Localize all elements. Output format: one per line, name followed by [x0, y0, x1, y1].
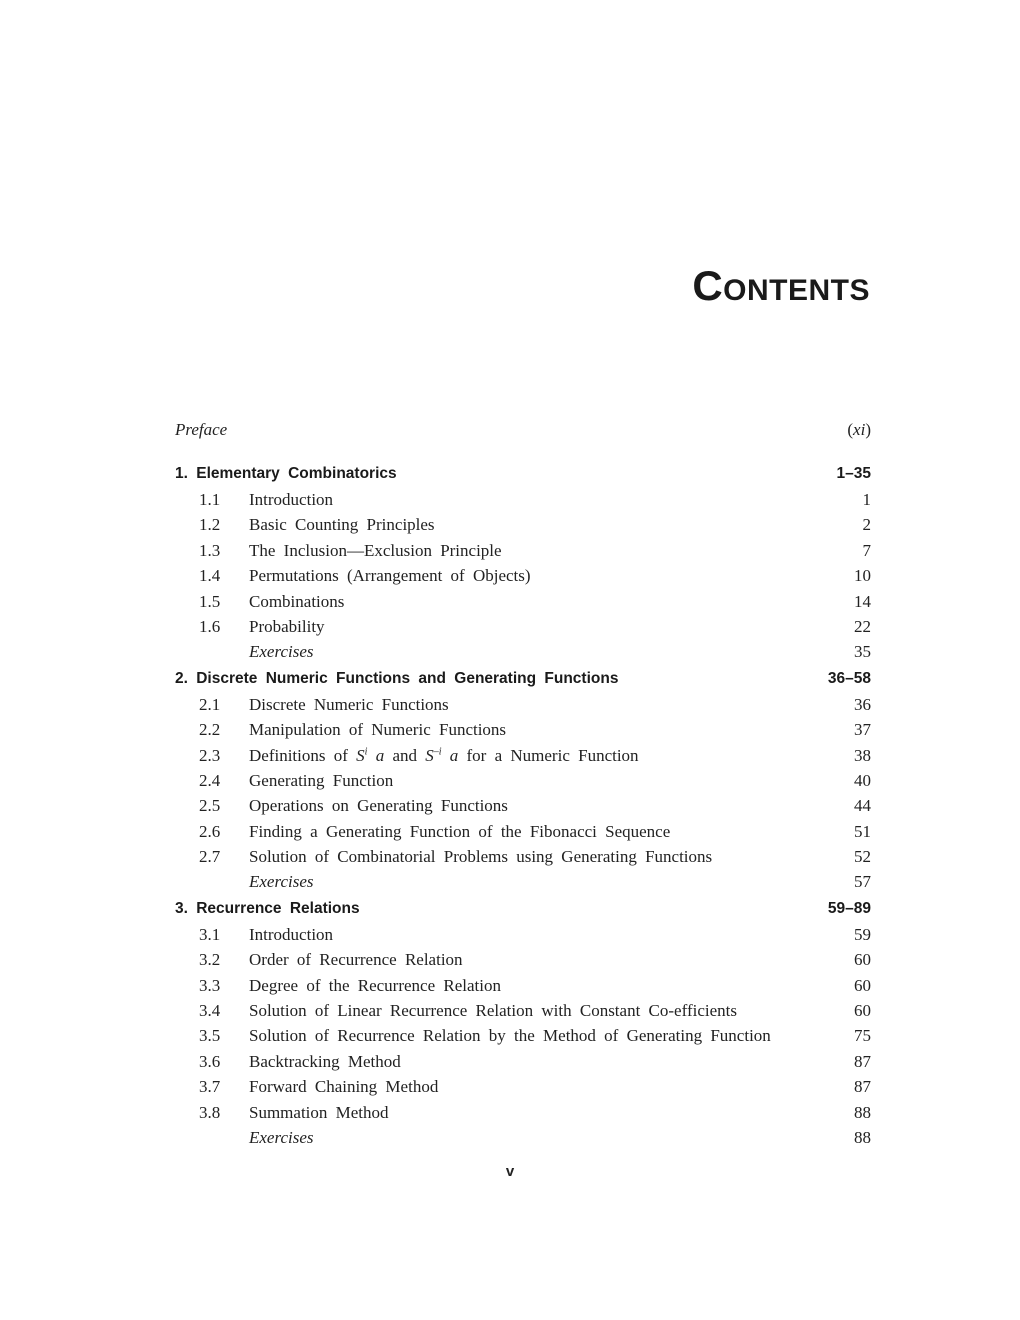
- toc-exercises-entry[interactable]: [175, 1125, 871, 1150]
- page-title: [692, 262, 870, 310]
- section-number: 3.3: [199, 975, 221, 995]
- section-title: Operations on Generating Functions: [249, 796, 508, 816]
- title-rest: ONTENTS: [723, 274, 870, 307]
- toc-entry[interactable]: [175, 563, 871, 588]
- section-page: 7: [862, 540, 871, 560]
- toc-entry[interactable]: [175, 947, 871, 972]
- section-title: Degree of the Recurrence Relation: [249, 975, 501, 995]
- toc-entry[interactable]: [175, 589, 871, 614]
- section-number: 2.6: [199, 821, 221, 841]
- section-title: Solution of Combinatorial Problems using Generating Functions: [249, 847, 713, 867]
- chapter-heading-1[interactable]: [175, 460, 871, 487]
- section-page: 36: [854, 694, 871, 714]
- section-page: 60: [854, 950, 871, 970]
- section-page: 59: [854, 924, 871, 944]
- preface-label: Preface: [175, 420, 228, 439]
- toc-entry[interactable]: [175, 538, 871, 563]
- toc-entry[interactable]: [175, 1100, 871, 1125]
- chapter-heading-3[interactable]: [175, 895, 871, 922]
- toc-entry[interactable]: [175, 743, 871, 768]
- section-title: Backtracking Method: [249, 1051, 401, 1071]
- toc-entry[interactable]: [175, 1049, 871, 1074]
- toc-entry[interactable]: [175, 717, 871, 742]
- section-title: Solution of Recurrence Relation by the Method of Generating Function: [249, 1026, 771, 1046]
- toc-entry[interactable]: [175, 922, 871, 947]
- section-title: Generating Function: [249, 770, 394, 790]
- section-title: Manipulation of Numeric Functions: [249, 720, 507, 740]
- section-page: 75: [854, 1026, 871, 1046]
- section-page: 2: [862, 515, 871, 535]
- spacer: [175, 444, 871, 460]
- section-page: 51: [854, 821, 871, 841]
- toc-entry[interactable]: [175, 1074, 871, 1099]
- section-page: 52: [854, 847, 871, 867]
- toc-entry[interactable]: [175, 768, 871, 793]
- toc-entry[interactable]: [175, 614, 871, 639]
- section-title: Introduction: [249, 490, 334, 509]
- section-number: 1.4: [199, 566, 221, 586]
- section-number: 3.2: [199, 950, 221, 970]
- table-of-contents: [175, 416, 871, 1150]
- section-page: 44: [854, 796, 871, 816]
- toc-exercises-entry[interactable]: [175, 869, 871, 894]
- section-number: 1.6: [199, 616, 221, 636]
- section-title: Definitions of $S^i$ a and $S^{-i}$ a for a Numeric Function: [249, 745, 639, 765]
- section-number: 2.7: [199, 847, 221, 867]
- section-number: 1.1: [199, 490, 221, 509]
- section-page: 38: [854, 745, 871, 765]
- toc-entry[interactable]: [175, 973, 871, 998]
- exercises-label: Exercises: [249, 642, 314, 662]
- section-page: 60: [854, 1001, 871, 1021]
- section-title: Combinations: [249, 591, 345, 611]
- exercises-label: Exercises: [249, 872, 314, 892]
- section-page: 37: [854, 720, 871, 740]
- section-page: 35: [854, 642, 871, 662]
- section-number: 2.4: [199, 770, 221, 790]
- toc-entry[interactable]: [175, 692, 871, 717]
- section-title: Introduction: [249, 924, 334, 944]
- section-title: Forward Chaining Method: [249, 1077, 439, 1097]
- section-page: 60: [854, 975, 871, 995]
- toc-entry[interactable]: [175, 512, 871, 537]
- page-number: v: [505, 1163, 515, 1180]
- section-number: 3.6: [199, 1051, 221, 1071]
- section-page: 14: [854, 591, 871, 611]
- toc-entry[interactable]: [175, 793, 871, 818]
- chapter-pages: 1–35: [836, 465, 871, 482]
- section-title: Summation Method: [249, 1102, 389, 1122]
- section-page: 22: [854, 616, 871, 636]
- toc-exercises-entry[interactable]: [175, 639, 871, 664]
- section-page: 87: [854, 1077, 871, 1097]
- toc-entry[interactable]: [175, 819, 871, 844]
- exercises-label: Exercises: [249, 1127, 314, 1147]
- section-number: 3.8: [199, 1102, 221, 1122]
- toc-preface-row[interactable]: [175, 416, 871, 444]
- section-number: 2.5: [199, 796, 221, 816]
- chapter-heading-2[interactable]: [175, 665, 871, 692]
- section-number: 2.2: [199, 720, 221, 740]
- section-page: 87: [854, 1051, 871, 1071]
- section-title: Finding a Generating Function of the Fibonacci Sequence: [249, 821, 671, 841]
- section-number: 2.3: [199, 745, 221, 765]
- section-page: 88: [854, 1127, 871, 1147]
- chapter-title: 3. Recurrence Relations: [175, 899, 360, 917]
- preface-page: (xi): [847, 420, 871, 439]
- toc-entry[interactable]: [175, 1023, 871, 1048]
- section-page: 88: [854, 1102, 871, 1122]
- chapter-pages: 59–89: [827, 899, 871, 917]
- section-title: Probability: [249, 616, 325, 636]
- section-title: The Inclusion—Exclusion Principle: [249, 540, 502, 560]
- section-number: 3.1: [199, 924, 221, 944]
- section-page: 40: [854, 770, 871, 790]
- toc-entry[interactable]: [175, 487, 871, 512]
- section-title: Basic Counting Principles: [249, 515, 435, 535]
- section-page: 10: [854, 566, 871, 586]
- section-title: Permutations (Arrangement of Objects): [249, 566, 531, 586]
- section-title: Solution of Linear Recurrence Relation with Constant Co-efficients: [249, 1001, 737, 1021]
- section-number: 3.7: [199, 1077, 221, 1097]
- chapter-title: 1. Elementary Combinatorics: [175, 465, 397, 482]
- section-number: 3.4: [199, 1001, 221, 1021]
- section-page: 57: [854, 872, 871, 892]
- section-page: 1: [862, 490, 871, 509]
- title-initial: C: [692, 262, 724, 309]
- chapter-title: 2. Discrete Numeric Functions and Generating Functions: [175, 669, 619, 687]
- chapter-pages: 36–58: [827, 669, 871, 687]
- section-number: 1.5: [199, 591, 221, 611]
- section-number: 1.3: [199, 540, 221, 560]
- section-title: Discrete Numeric Functions: [249, 694, 449, 714]
- toc-entry[interactable]: [175, 844, 871, 869]
- section-number: 3.5: [199, 1026, 221, 1046]
- section-number: 1.2: [199, 515, 221, 535]
- section-number: 2.1: [199, 694, 221, 714]
- toc-entry[interactable]: [175, 998, 871, 1023]
- section-title: Order of Recurrence Relation: [249, 950, 463, 970]
